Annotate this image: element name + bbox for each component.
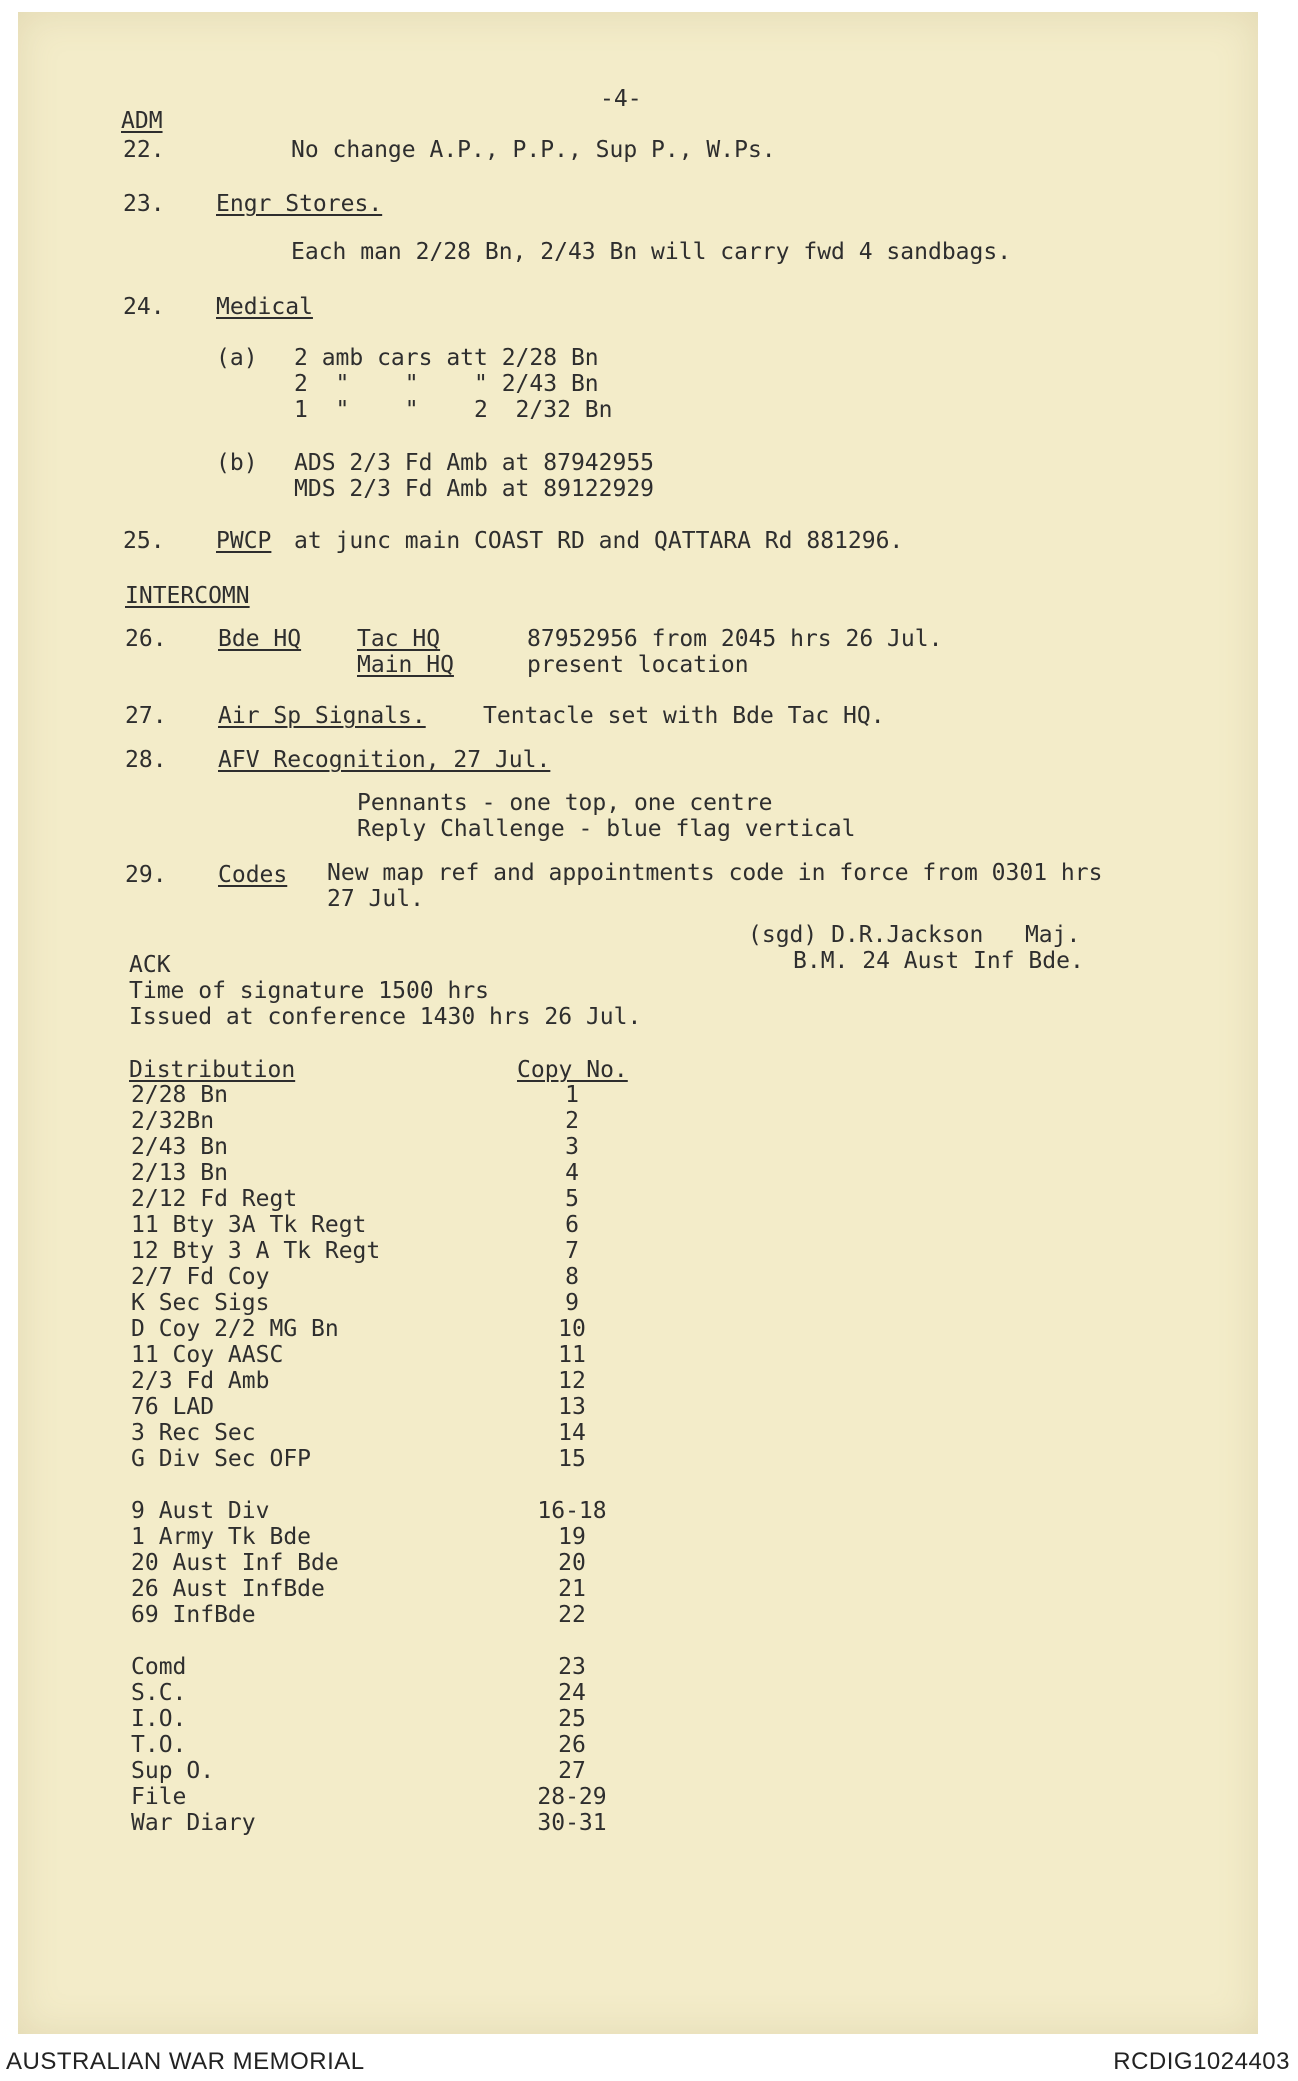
tac-hq-text: 87952956 from 2045 hrs 26 Jul. (527, 626, 943, 652)
item-text: Each man 2/28 Bn, 2/43 Bn will carry fwd 4 sandbags. (291, 239, 1012, 265)
distribution-recipient: 9 Aust Div (131, 1498, 270, 1524)
item-number: 29. (125, 862, 167, 888)
distribution-copy-number: 2 (565, 1108, 579, 1134)
distribution-copy-number: 12 (558, 1368, 586, 1394)
footer-source: AUSTRALIAN WAR MEMORIAL (6, 2048, 365, 2075)
item-number: 23. (123, 191, 165, 217)
distribution-copy-number: 9 (565, 1290, 579, 1316)
distribution-copy-number: 25 (558, 1706, 586, 1732)
sub-label: (a) (216, 345, 258, 371)
distribution-copy-number: 21 (558, 1576, 586, 1602)
distribution-recipient: 2/28 Bn (131, 1082, 228, 1108)
item-number: 28. (125, 747, 167, 773)
item-text: 27 Jul. (327, 886, 424, 912)
medical-line: MDS 2/3 Fd Amb at 89122929 (294, 476, 655, 502)
distribution-recipient: G Div Sec OFP (131, 1446, 312, 1472)
distribution-copy-number: 8 (565, 1264, 579, 1290)
medical-line: ADS 2/3 Fd Amb at 87942955 (294, 450, 655, 476)
signature-line: (sgd) D.R.Jackson Maj. (748, 922, 1081, 948)
distribution-copy-number: 20 (558, 1550, 586, 1576)
section-heading-intercomn: INTERCOMN (125, 583, 250, 609)
copy-number-header: Copy No. (517, 1057, 628, 1083)
section-heading-adm: ADM (121, 108, 163, 134)
distribution-copy-number: 23 (558, 1654, 586, 1680)
main-hq-label: Main HQ (357, 652, 454, 678)
footer-id: RCDIG1024403 (1113, 2048, 1290, 2075)
distribution-copy-number: 11 (558, 1342, 586, 1368)
distribution-copy-number: 1 (565, 1082, 579, 1108)
distribution-recipient: 1 Army Tk Bde (131, 1524, 312, 1550)
tac-hq-label: Tac HQ (357, 626, 441, 652)
distribution-recipient: Comd (131, 1654, 187, 1680)
distribution-copy-number: 26 (558, 1732, 586, 1758)
item-text: No change A.P., P.P., Sup P., W.Ps. (291, 137, 776, 163)
distribution-copy-number: 10 (558, 1316, 586, 1342)
distribution-recipient: 2/32Bn (131, 1108, 215, 1134)
distribution-copy-number: 5 (565, 1186, 579, 1212)
item-text: New map ref and appointments code in force from 0301 hrs (327, 860, 1103, 886)
item-number: 24. (123, 294, 165, 320)
sub-label: (b) (216, 450, 258, 476)
distribution-header: Distribution (129, 1057, 296, 1083)
distribution-copy-number: 7 (565, 1238, 579, 1264)
distribution-recipient: K Sec Sigs (131, 1290, 270, 1316)
item-number: 22. (123, 137, 165, 163)
distribution-copy-number: 15 (558, 1446, 586, 1472)
distribution-recipient: 2/13 Bn (131, 1160, 228, 1186)
issued-at: Issued at conference 1430 hrs 26 Jul. (129, 1004, 642, 1030)
time-of-signature: Time of signature 1500 hrs (129, 978, 490, 1004)
distribution-copy-number: 22 (558, 1602, 586, 1628)
distribution-recipient: 3 Rec Sec (131, 1420, 256, 1446)
distribution-recipient: War Diary (131, 1810, 256, 1836)
item-text: Tentacle set with Bde Tac HQ. (483, 703, 885, 729)
distribution-recipient: I.O. (131, 1706, 187, 1732)
distribution-recipient: 26 Aust InfBde (131, 1576, 325, 1602)
distribution-recipient: 76 LAD (131, 1394, 215, 1420)
distribution-copy-number: 16-18 (537, 1498, 607, 1524)
item-heading: Air Sp Signals. (218, 703, 426, 729)
distribution-copy-number: 28-29 (537, 1784, 607, 1810)
distribution-recipient: 2/7 Fd Coy (131, 1264, 270, 1290)
distribution-copy-number: 30-31 (537, 1810, 607, 1836)
item-heading: Medical (216, 294, 313, 320)
distribution-recipient: 2/3 Fd Amb (131, 1368, 270, 1394)
item-heading: AFV Recognition, 27 Jul. (218, 747, 551, 773)
signature-line: B.M. 24 Aust Inf Bde. (793, 948, 1084, 974)
item-text: Pennants - one top, one centre (357, 790, 773, 816)
distribution-recipient: S.C. (131, 1680, 187, 1706)
distribution-recipient: 69 InfBde (131, 1602, 256, 1628)
distribution-recipient: 11 Coy AASC (131, 1342, 284, 1368)
item-text: Reply Challenge - blue flag vertical (357, 816, 856, 842)
distribution-recipient: Sup O. (131, 1758, 215, 1784)
ack-label: ACK (129, 952, 171, 978)
item-heading: Bde HQ (218, 626, 302, 652)
medical-line: 2 " " " 2/43 Bn (294, 371, 599, 397)
item-number: 27. (125, 703, 167, 729)
item-number: 25. (123, 528, 165, 554)
item-heading: Engr Stores. (216, 191, 383, 217)
distribution-copy-number: 13 (558, 1394, 586, 1420)
page-number: -4- (600, 86, 642, 112)
distribution-recipient: T.O. (131, 1732, 187, 1758)
distribution-copy-number: 6 (565, 1212, 579, 1238)
item-number: 26. (125, 626, 167, 652)
distribution-recipient: 11 Bty 3A Tk Regt (131, 1212, 367, 1238)
distribution-copy-number: 4 (565, 1160, 579, 1186)
main-hq-text: present location (527, 652, 749, 678)
distribution-copy-number: 27 (558, 1758, 586, 1784)
distribution-copy-number: 3 (565, 1134, 579, 1160)
item-heading: Codes (218, 862, 288, 888)
distribution-recipient: File (131, 1784, 187, 1810)
distribution-copy-number: 24 (558, 1680, 586, 1706)
item-text: at junc main COAST RD and QATTARA Rd 881296. (294, 528, 904, 554)
medical-line: 1 " " 2 2/32 Bn (294, 397, 613, 423)
distribution-recipient: D Coy 2/2 MG Bn (131, 1316, 339, 1342)
item-heading: PWCP (216, 528, 272, 554)
distribution-copy-number: 19 (558, 1524, 586, 1550)
medical-line: 2 amb cars att 2/28 Bn (294, 345, 599, 371)
distribution-recipient: 20 Aust Inf Bde (131, 1550, 339, 1576)
distribution-copy-number: 14 (558, 1420, 586, 1446)
distribution-recipient: 2/43 Bn (131, 1134, 228, 1160)
distribution-recipient: 2/12 Fd Regt (131, 1186, 298, 1212)
distribution-recipient: 12 Bty 3 A Tk Regt (131, 1238, 381, 1264)
